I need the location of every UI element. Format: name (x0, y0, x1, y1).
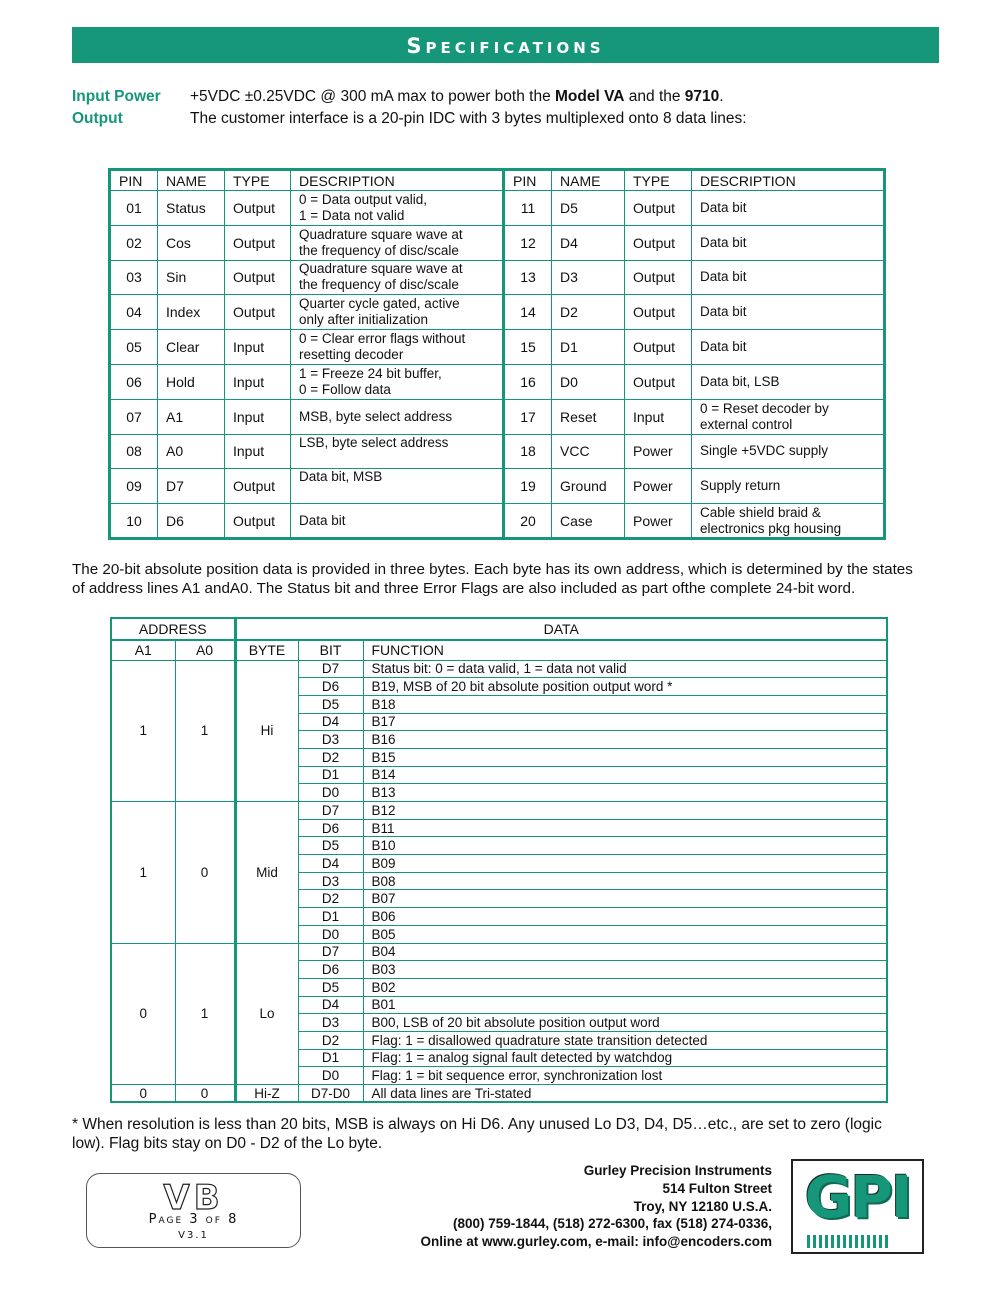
pin-number: 19 (504, 469, 552, 504)
pin-type: Output (225, 260, 291, 295)
logo-bar (861, 1235, 864, 1248)
bit-name: D7 (298, 660, 363, 678)
section-banner (72, 27, 939, 63)
bit-function: Flag: 1 = analog signal fault detected by watchdog (363, 1049, 887, 1067)
pin-name: D4 (552, 225, 625, 260)
bit-function: Status bit: 0 = data valid, 1 = data not valid (363, 660, 887, 678)
pin-number: 11 (504, 191, 552, 226)
logo-bar (837, 1235, 840, 1248)
col-header-a1: A1 (111, 640, 175, 660)
pin-description: Cable shield braid & electronics pkg housing (692, 504, 885, 539)
footnote-line2: low). Flag bits stay on D0 - D2 of the Lo byte. (72, 1135, 383, 1152)
bit-function: B14 (363, 766, 887, 784)
pin-description: Data bit, LSB (692, 364, 885, 399)
pin-row (110, 434, 885, 469)
banner-title: Specifications (406, 34, 605, 58)
pin-name: Ground (552, 469, 625, 504)
logo-bar (849, 1235, 852, 1248)
pin-name: A1 (158, 399, 225, 434)
pin-type: Power (625, 434, 692, 469)
bit-row (111, 802, 887, 820)
pin-type: Power (625, 469, 692, 504)
pin-name: Index (158, 295, 225, 330)
pin-type: Output (625, 295, 692, 330)
bit-name: D0 (298, 1067, 363, 1085)
pin-name: D5 (552, 191, 625, 226)
pin-table-header (110, 170, 885, 191)
pin-description: Data bit, MSB (291, 469, 504, 504)
company-street: 514 Fulton Street (662, 1180, 772, 1196)
pin-number: 18 (504, 434, 552, 469)
logo-bar (831, 1235, 834, 1248)
bit-function: B17 (363, 713, 887, 731)
bit-function: B01 (363, 996, 887, 1014)
header-description: DESCRIPTION (291, 170, 504, 191)
pin-name: D0 (552, 364, 625, 399)
header-pin-2: PIN (504, 170, 552, 191)
bit-function: B12 (363, 802, 887, 820)
bit-function: B07 (363, 890, 887, 908)
bit-name: D5 (298, 837, 363, 855)
pin-table (108, 168, 886, 540)
bit-function: B18 (363, 695, 887, 713)
pin-number: 12 (504, 225, 552, 260)
bit-function: All data lines are Tri-stated (363, 1085, 887, 1103)
pin-description: Single +5VDC supply (692, 434, 885, 469)
bit-name: D4 (298, 855, 363, 873)
page-indicator (86, 1173, 301, 1248)
pin-type: Output (625, 225, 692, 260)
pin-row (110, 330, 885, 365)
pin-type: Power (625, 504, 692, 539)
company-name: Gurley Precision Instruments (583, 1163, 772, 1178)
address-a1: 1 (111, 802, 175, 944)
pin-row (110, 260, 885, 295)
pin-number: 17 (504, 399, 552, 434)
pin-number: 15 (504, 330, 552, 365)
gpi-logo (791, 1159, 924, 1254)
pin-type: Output (225, 295, 291, 330)
input-power-pre: +5VDC ±0.25VDC @ 300 mA max to power both the (190, 88, 555, 105)
pin-description: Data bit (692, 295, 885, 330)
bit-name: D0 (298, 925, 363, 943)
pin-name: Status (158, 191, 225, 226)
logo-letters: GPI (804, 1163, 911, 1231)
pin-type: Output (625, 364, 692, 399)
pin-description: Quarter cycle gated, active only after initialization (291, 295, 504, 330)
address-a1: 0 (111, 1085, 175, 1103)
bit-function: B08 (363, 872, 887, 890)
logo-bar (873, 1235, 876, 1248)
logo-bar (855, 1235, 858, 1248)
pin-type: Input (225, 399, 291, 434)
pin-description: Data bit (692, 191, 885, 226)
pin-row (110, 504, 885, 539)
address-paragraph (72, 560, 942, 598)
pin-description: 0 = Reset decoder by external control (692, 399, 885, 434)
bit-name: D2 (298, 1031, 363, 1049)
pin-type: Input (225, 364, 291, 399)
logo-bar (867, 1235, 870, 1248)
version-label: V3.1 (178, 1230, 209, 1241)
pin-name: D3 (552, 260, 625, 295)
bit-function: B13 (363, 784, 887, 802)
company-address (421, 1162, 772, 1251)
input-power-part: 9710 (684, 88, 720, 105)
col-header-function: FUNCTION (363, 640, 887, 660)
logo-bar (879, 1235, 882, 1248)
pin-number: 14 (504, 295, 552, 330)
pin-name: D6 (158, 504, 225, 539)
pin-type: Output (625, 330, 692, 365)
pin-number: 01 (110, 191, 158, 226)
address-a0: 1 (175, 943, 235, 1085)
bit-function: B02 (363, 978, 887, 996)
pin-type: Output (225, 504, 291, 539)
pin-row (110, 191, 885, 226)
bit-name: D5 (298, 695, 363, 713)
header-type: TYPE (225, 170, 291, 191)
bit-row (111, 943, 887, 961)
pin-number: 16 (504, 364, 552, 399)
logo-bar (807, 1235, 810, 1248)
address-table (110, 617, 888, 1103)
input-power-model: Model VA (555, 88, 625, 105)
bit-function: B16 (363, 731, 887, 749)
footnote-line1: * When resolution is less than 20 bits, MSB is always on Hi D6. Any unused Lo D3, D4, D5…etc., are set to zero (logic (72, 1116, 882, 1133)
bit-name: D2 (298, 748, 363, 766)
pin-description: 0 = Clear error flags without resetting decoder (291, 330, 504, 365)
bit-name: D6 (298, 678, 363, 696)
pin-number: 05 (110, 330, 158, 365)
group-header-data: DATA (235, 618, 887, 640)
pin-name: Clear (158, 330, 225, 365)
bit-function: B11 (363, 819, 887, 837)
pin-name: Cos (158, 225, 225, 260)
byte-name: Mid (235, 802, 298, 944)
pin-description: Data bit (692, 330, 885, 365)
bit-name: D6 (298, 961, 363, 979)
bit-name: D4 (298, 996, 363, 1014)
pin-number: 09 (110, 469, 158, 504)
bit-name: D1 (298, 1049, 363, 1067)
pin-number: 02 (110, 225, 158, 260)
byte-name: Lo (235, 943, 298, 1085)
pin-number: 06 (110, 364, 158, 399)
pin-number: 20 (504, 504, 552, 539)
bit-name: D5 (298, 978, 363, 996)
bit-function: Flag: 1 = disallowed quadrature state transition detected (363, 1031, 887, 1049)
pin-type: Output (225, 225, 291, 260)
bit-function: B00, LSB of 20 bit absolute position output word (363, 1014, 887, 1032)
address-table-group-header (111, 618, 887, 640)
bit-function: B05 (363, 925, 887, 943)
pin-number: 08 (110, 434, 158, 469)
address-a1: 1 (111, 660, 175, 802)
pin-description: Quadrature square wave at the frequency of disc/scale (291, 260, 504, 295)
pin-number: 13 (504, 260, 552, 295)
pin-row (110, 295, 885, 330)
pin-type: Input (225, 330, 291, 365)
pin-type: Output (225, 469, 291, 504)
input-power-label: Input Power (72, 88, 161, 105)
footnote (72, 1115, 952, 1153)
address-paragraph-line2: of address lines A1 andA0. The Status bit and three Error Flags are also included as part ofthe complete 24-bit word. (72, 580, 856, 597)
bit-function: B15 (363, 748, 887, 766)
pin-name: Sin (158, 260, 225, 295)
header-name: NAME (158, 170, 225, 191)
pin-number: 10 (110, 504, 158, 539)
bit-row (111, 660, 887, 678)
address-a0: 1 (175, 660, 235, 802)
pin-description: 0 = Data output valid, 1 = Data not valid (291, 191, 504, 226)
pin-description: Supply return (692, 469, 885, 504)
logo-bar (813, 1235, 816, 1248)
header-description-2: DESCRIPTION (692, 170, 885, 191)
address-table-col-header (111, 640, 887, 660)
pin-name: A0 (158, 434, 225, 469)
pin-name: Hold (158, 364, 225, 399)
logo-bar (885, 1235, 888, 1248)
bit-name: D2 (298, 890, 363, 908)
input-power-end: . (719, 88, 724, 105)
pin-type: Input (625, 399, 692, 434)
byte-name: Hi-Z (235, 1085, 298, 1103)
address-a0: 0 (175, 1085, 235, 1103)
pin-row (110, 364, 885, 399)
bit-name: D7 (298, 802, 363, 820)
logo-bar (843, 1235, 846, 1248)
pin-name: D1 (552, 330, 625, 365)
bit-name: D1 (298, 766, 363, 784)
bit-function: B09 (363, 855, 887, 873)
bit-name: D0 (298, 784, 363, 802)
bit-name: D3 (298, 731, 363, 749)
bit-function: B10 (363, 837, 887, 855)
input-power-mid: and the (624, 88, 685, 105)
byte-name: Hi (235, 660, 298, 802)
pin-description: Data bit (692, 225, 885, 260)
company-phone: (800) 759-1844, (518) 272-6300, fax (518) 274-0336, (453, 1216, 772, 1232)
pin-description: LSB, byte select address (291, 434, 504, 469)
col-header-a0: A0 (175, 640, 235, 660)
bit-function: B03 (363, 961, 887, 979)
header-type-2: TYPE (625, 170, 692, 191)
output-label: Output (72, 110, 123, 127)
bit-name: D7 (298, 943, 363, 961)
header-name-2: NAME (552, 170, 625, 191)
bit-name: D7-D0 (298, 1085, 363, 1103)
bit-name: D4 (298, 713, 363, 731)
pin-name: D7 (158, 469, 225, 504)
bit-name: D6 (298, 819, 363, 837)
bit-name: D3 (298, 872, 363, 890)
pin-row (110, 225, 885, 260)
group-header-address: ADDRESS (111, 618, 235, 640)
bit-name: D1 (298, 908, 363, 926)
pin-type: Output (625, 191, 692, 226)
bit-function: B19, MSB of 20 bit absolute position output word * (363, 678, 887, 696)
pin-number: 04 (110, 295, 158, 330)
bit-function: B04 (363, 943, 887, 961)
pin-description: Quadrature square wave at the frequency of disc/scale (291, 225, 504, 260)
pin-name: Reset (552, 399, 625, 434)
bit-function: B06 (363, 908, 887, 926)
page-number: Page 3 of 8 (148, 1212, 239, 1227)
company-city: Troy, NY 12180 U.S.A. (633, 1198, 772, 1214)
pin-number: 03 (110, 260, 158, 295)
pin-type: Output (225, 191, 291, 226)
pin-description: Data bit (291, 504, 504, 539)
address-a1: 0 (111, 943, 175, 1085)
pin-name: VCC (552, 434, 625, 469)
address-paragraph-line1: The 20-bit absolute position data is provided in three bytes. Each byte has its own address, which is determined by the states (72, 561, 913, 578)
pin-row (110, 399, 885, 434)
address-a0: 0 (175, 802, 235, 944)
header-pin: PIN (110, 170, 158, 191)
col-header-byte: BYTE (235, 640, 298, 660)
bit-name: D3 (298, 1014, 363, 1032)
pin-number: 07 (110, 399, 158, 434)
pin-name: D2 (552, 295, 625, 330)
pin-description: MSB, byte select address (291, 399, 504, 434)
pin-description: Data bit (692, 260, 885, 295)
pin-type: Output (625, 260, 692, 295)
output-text: The customer interface is a 20-pin IDC with 3 bytes multiplexed onto 8 data lines: (190, 110, 747, 127)
col-header-bit: BIT (298, 640, 363, 660)
pin-description: 1 = Freeze 24 bit buffer, 0 = Follow data (291, 364, 504, 399)
pin-row (110, 469, 885, 504)
logo-bar (819, 1235, 822, 1248)
logo-bar (825, 1235, 828, 1248)
tristate-row (111, 1085, 887, 1103)
input-power-text (190, 87, 724, 107)
logo-bars (807, 1235, 888, 1248)
pin-name: Case (552, 504, 625, 539)
company-online: Online at www.gurley.com, e-mail: info@encoders.com (420, 1234, 772, 1250)
bit-function: Flag: 1 = bit sequence error, synchronization lost (363, 1067, 887, 1085)
pin-type: Input (225, 434, 291, 469)
model-name: VB (163, 1178, 224, 1218)
